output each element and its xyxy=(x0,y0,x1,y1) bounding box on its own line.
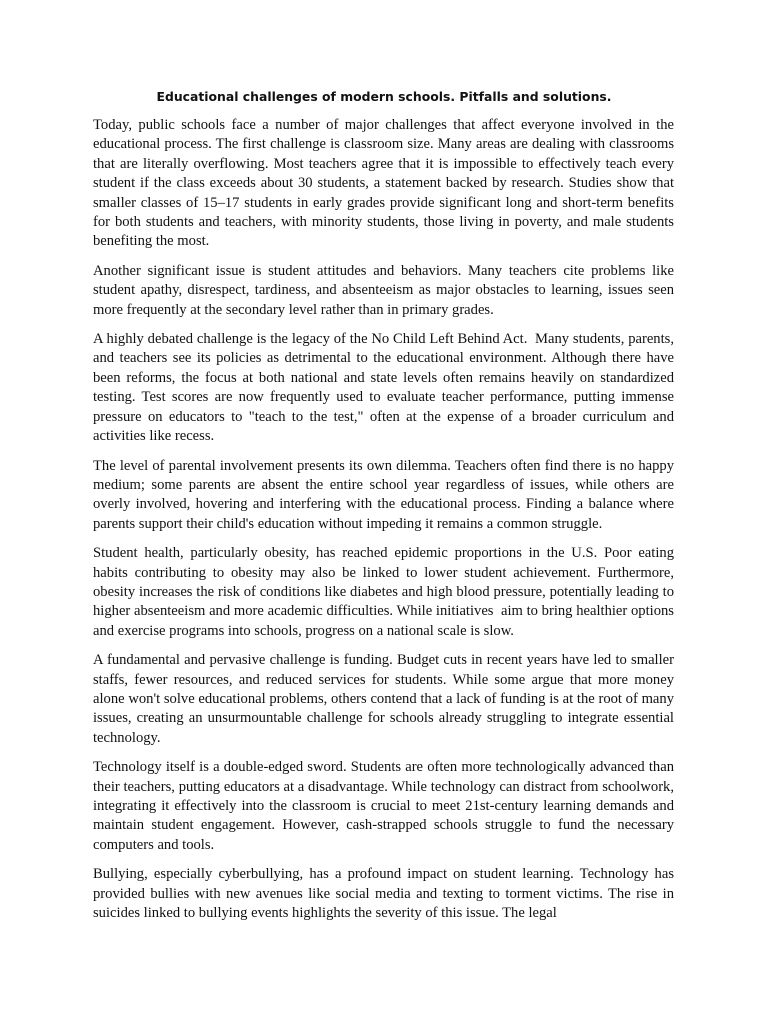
paragraph-bullying: Bullying, especially cyberbullying, has a profound impact on student learning. Technology has provided bullies with new avenues like social media and texting to torment victims. The rise in suicides linked to bullying events highlights the severity of this issue. The legal xyxy=(93,866,678,922)
paragraph-student-attitudes: Another significant issue is student attitudes and behaviors. Many teachers cite problems like student apathy, disrespect, tardiness, and absenteeism as major obstacles to learning, issues seen more frequently at the secondary level rather than in primary grades. xyxy=(93,262,678,318)
paragraph-no-child-left-behind: A highly debated challenge is the legacy of the No Child Left Behind Act. Many students, parents, and teachers see its policies as detrimental to the educational environment. Although there have been reforms, the focus at both national and state levels often remains heavily on standardized testing. Test scores are now frequently used to evaluate teacher performance, putting immense pressure on educators to "teach to the test," often at the expense of a broader curriculum and activities like recess. xyxy=(93,331,678,445)
paragraph-technology: Technology itself is a double-edged sword. Students are often more technologically advanced than their teachers, putting educators at a disadvantage. While technology can distract from schoolwork, integrating it effectively into the classroom is crucial to meet 21st-century learning demands and maintain student engagement. However, cash-strapped schools struggle to fund the necessary computers and tools. xyxy=(93,759,678,853)
document-body xyxy=(93,116,678,933)
document-title: Educational challenges of modern schools. Pitfalls and solutions. xyxy=(156,89,612,104)
paragraph-class-size: Today, public schools face a number of major challenges that affect everyone involved in the educational process. The first challenge is classroom size. Many areas are dealing with classrooms that are literally overflowing. Most teachers agree that it is impossible to effectively teach every student if the class exceeds about 30 students, a statement backed by research. Studies show that smaller classes of 15–17 students in early grades provide significant long and short-term benefits for both students and teachers, with minority students, those living in poverty, and male students benefiting the most. xyxy=(93,117,678,250)
paragraph-student-health: Student health, particularly obesity, has reached epidemic proportions in the U.S. Poor eating habits contributing to obesity may also be linked to lower student achievement. Furthermore, obesity increases the risk of conditions like diabetes and high blood pressure, potentially leading to higher absenteeism and more academic difficulties. While initiatives aim to bring healthier options and exercise programs into schools, progress on a national scale is slow. xyxy=(93,545,678,639)
paragraph-parental-involvement: The level of parental involvement presents its own dilemma. Teachers often find there is no happy medium; some parents are absent the entire school year regardless of issues, while others are overly involved, hovering and interfering with the educational process. Finding a balance where parents support their child's education without impeding it remains a common struggle. xyxy=(93,457,678,532)
paragraph-funding: A fundamental and pervasive challenge is funding. Budget cuts in recent years have led to smaller staffs, fewer resources, and reduced services for students. While some argue that more money alone won't solve educational problems, others contend that a lack of funding is at the root of many issues, creating an unsurmountable challenge for schools already struggling to integrate essential technology. xyxy=(93,652,678,746)
